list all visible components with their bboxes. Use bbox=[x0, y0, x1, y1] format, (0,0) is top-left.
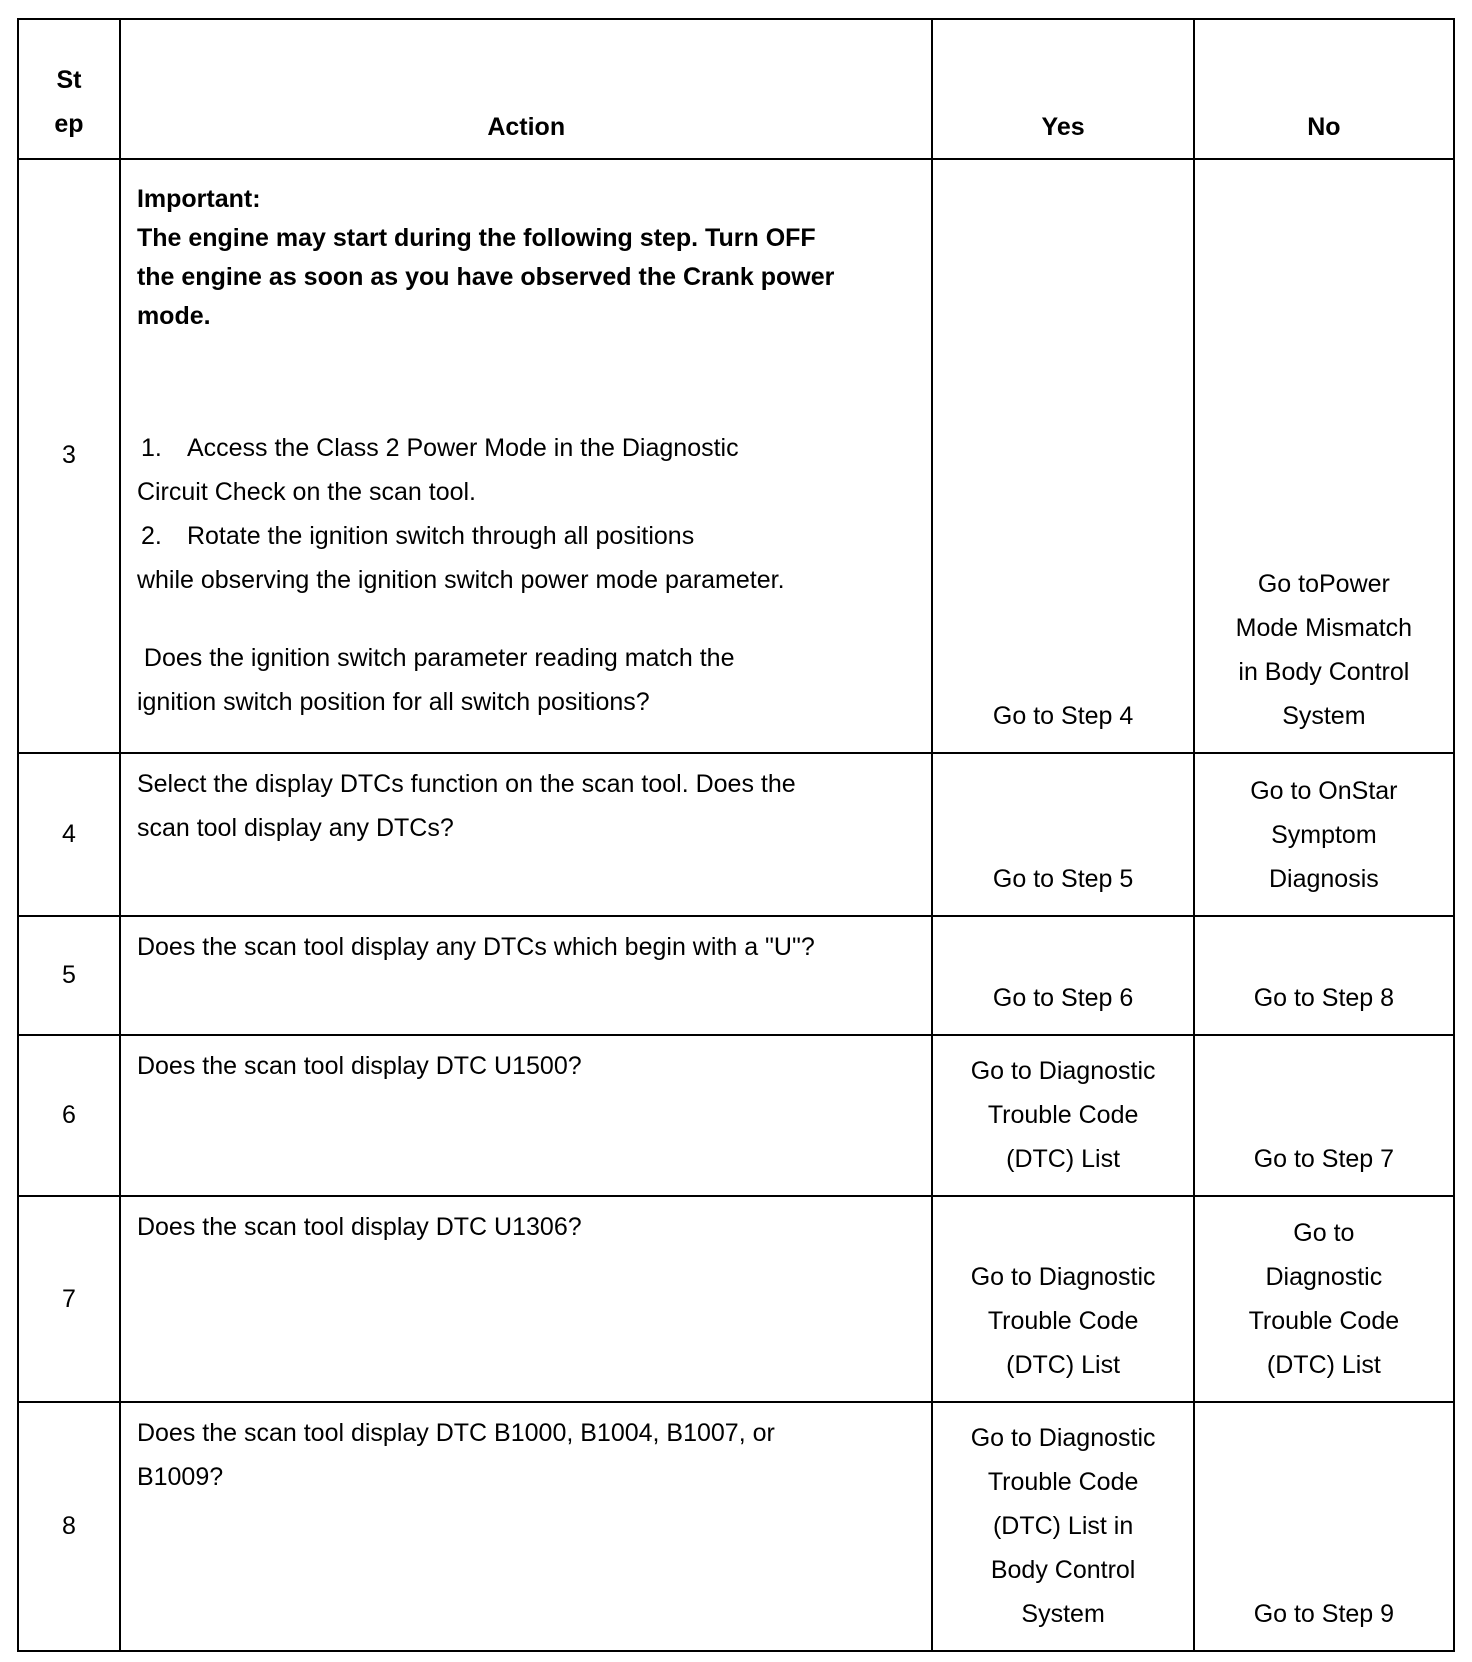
important-label: Important: bbox=[136, 184, 261, 213]
yes-cell bbox=[932, 1196, 1193, 1402]
no-cell bbox=[1194, 916, 1454, 1035]
important-text: The engine may start during the following step. Turn OFF the engine as soon as you have observed the Crank power mode. bbox=[136, 223, 835, 330]
header-row bbox=[18, 19, 1454, 159]
list-item-number: 1. bbox=[140, 433, 162, 462]
step-number: 3 bbox=[18, 159, 120, 753]
no-link[interactable]: Go to Diagnostic Trouble Code (DTC) List bbox=[1248, 1219, 1400, 1380]
action-text: Select the display DTCs function on the scan tool. Does the scan tool display any DTCs? bbox=[136, 770, 796, 843]
yes-link[interactable]: Go to Step 5 bbox=[992, 864, 1134, 893]
step-number: 5 bbox=[18, 916, 120, 1035]
spacer bbox=[137, 336, 918, 426]
yes-link[interactable]: Go to Diagnostic Trouble Code (DTC) List bbox=[970, 1057, 1156, 1174]
yes-cell bbox=[932, 1402, 1193, 1651]
yes-cell bbox=[932, 753, 1193, 916]
yes-link[interactable]: Go to Diagnostic Trouble Code (DTC) List in Body Control System bbox=[970, 1424, 1156, 1628]
header-step-label: St ep bbox=[54, 65, 84, 138]
table-row bbox=[18, 159, 1454, 753]
question-text: Does the ignition switch parameter reading match the ignition switch position for all switch positions? bbox=[136, 643, 742, 716]
list-item bbox=[137, 426, 918, 470]
yes-link[interactable]: Go to Step 4 bbox=[992, 702, 1134, 731]
no-cell bbox=[1194, 1402, 1454, 1651]
table-row bbox=[18, 1196, 1454, 1402]
table-row bbox=[18, 753, 1454, 916]
list-item-number: 2. bbox=[140, 521, 162, 550]
no-cell bbox=[1194, 159, 1454, 753]
yes-cell bbox=[932, 159, 1193, 753]
no-link[interactable]: Go toPower Mode Mismatch in Body Control System bbox=[1235, 570, 1413, 731]
table-row bbox=[18, 1035, 1454, 1197]
list-item-continuation: while observing the ignition switch power mode parameter. bbox=[136, 565, 785, 594]
list-item-continuation: Circuit Check on the scan tool. bbox=[136, 477, 477, 506]
no-cell bbox=[1194, 753, 1454, 916]
list-item bbox=[137, 514, 918, 558]
no-cell bbox=[1194, 1035, 1454, 1197]
list-item-text: Rotate the ignition switch through all positions bbox=[186, 521, 695, 550]
no-cell bbox=[1194, 1196, 1454, 1402]
action-text: Does the scan tool display DTC B1000, B1004, B1007, or B1009? bbox=[136, 1419, 775, 1492]
header-no: No bbox=[1194, 19, 1454, 159]
header-action: Action bbox=[120, 19, 933, 159]
table-row bbox=[18, 1402, 1454, 1651]
diagnostic-table bbox=[17, 18, 1455, 1652]
table-row bbox=[18, 916, 1454, 1035]
header-step bbox=[18, 19, 120, 159]
action-cell bbox=[120, 1035, 933, 1197]
important-note bbox=[137, 180, 918, 336]
action-text: Does the scan tool display any DTCs which begin with a "U"? bbox=[136, 932, 815, 961]
no-link[interactable]: Go to Step 7 bbox=[1253, 1145, 1395, 1174]
action-text: Does the scan tool display DTC U1500? bbox=[136, 1051, 582, 1080]
yes-link[interactable]: Go to Step 6 bbox=[992, 983, 1134, 1012]
list-item-text: Access the Class 2 Power Mode in the Diagnostic bbox=[186, 433, 739, 462]
yes-cell bbox=[932, 1035, 1193, 1197]
step-number: 8 bbox=[18, 1402, 120, 1651]
action-cell bbox=[120, 753, 933, 916]
action-cell bbox=[120, 159, 933, 753]
header-yes: Yes bbox=[932, 19, 1193, 159]
no-link[interactable]: Go to Step 8 bbox=[1253, 983, 1395, 1012]
no-link[interactable]: Go to Step 9 bbox=[1253, 1600, 1395, 1628]
no-link[interactable]: Go to OnStar Symptom Diagnosis bbox=[1250, 776, 1398, 893]
step-number: 6 bbox=[18, 1035, 120, 1197]
action-cell bbox=[120, 1196, 933, 1402]
yes-link[interactable]: Go to Diagnostic Trouble Code (DTC) List bbox=[970, 1263, 1156, 1380]
action-cell bbox=[120, 1402, 933, 1651]
action-text: Does the scan tool display DTC U1306? bbox=[136, 1213, 582, 1242]
step-number: 7 bbox=[18, 1196, 120, 1402]
action-cell bbox=[120, 916, 933, 1035]
step-number: 4 bbox=[18, 753, 120, 916]
yes-cell bbox=[932, 916, 1193, 1035]
